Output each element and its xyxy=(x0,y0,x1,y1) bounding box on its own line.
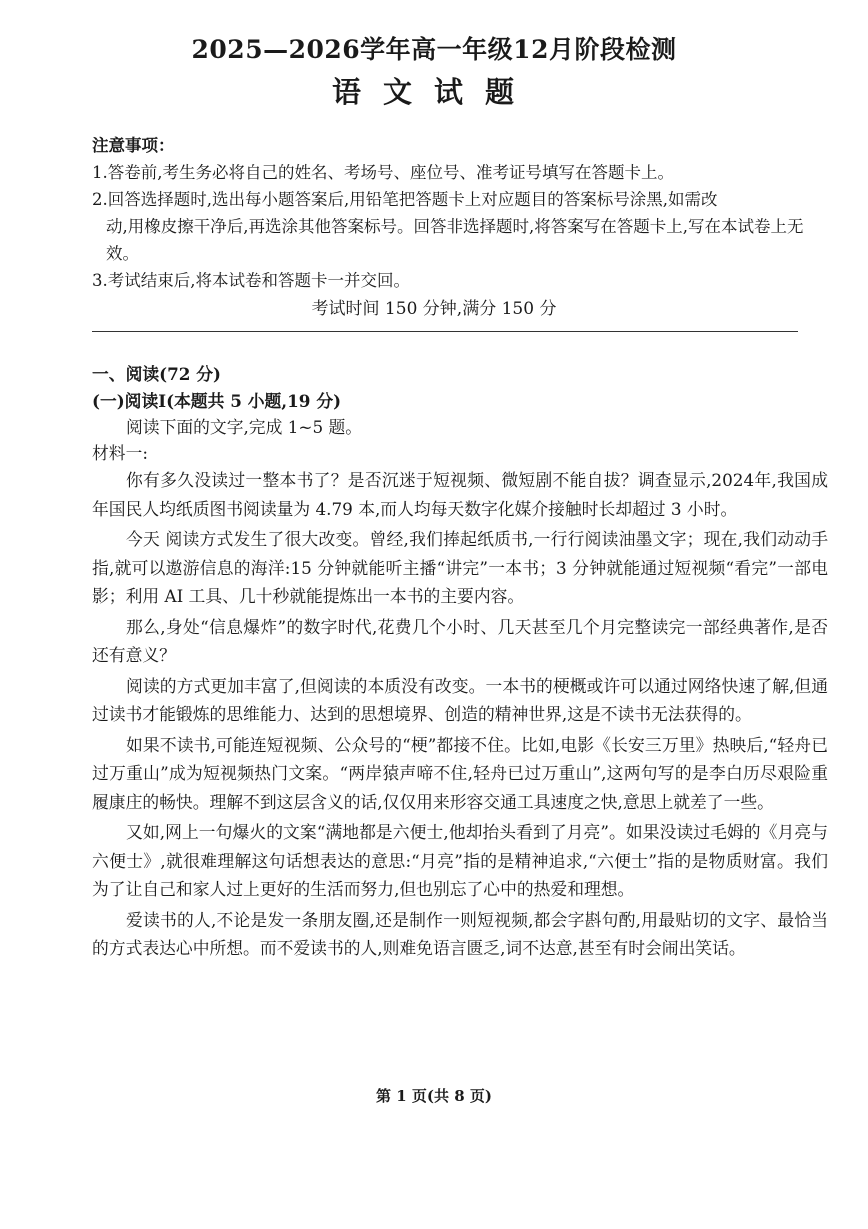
paragraph: 又如,网上一句爆火的文案“满地都是六便士,他却抬头看到了月亮”。如果没读过毛姆的《月亮与六便士》,就很难理解这句话想表达的意思:“月亮”指的是精神追求,“六便士”指的是物质财富。我们为了让自己和家人过上更好的生活而努力,但也别忘了心中的热爱和理想。 xyxy=(92,822,828,899)
paragraph: 如果不读书,可能连短视频、公众号的“梗”都接不住。比如,电影《长安三万里》热映后,“轻舟已过万重山”成为短视频热门文案。“两岸猿声啼不住,轻舟已过万重山”,这两句写的是李白历尽艰险重履康庄的畅快。理解不到这层含义的话,仅仅用来形容交通工具速度之快,意思上就差了一些。 xyxy=(92,734,828,812)
notice-item-1 xyxy=(92,159,812,186)
reading-section xyxy=(92,360,828,965)
notice-item-3 xyxy=(92,267,812,294)
notice-item-text: 2.回答选择题时,选出每小题答案后,用铅笔把答题卡上对应题目的答案标号涂黑,如需改 xyxy=(92,190,718,209)
notice-item-text: 3.考试结束后,将本试卷和答题卡一并交回。 xyxy=(92,271,410,290)
divider-line xyxy=(92,331,798,332)
subsection-title: (一)阅读Ⅰ(本题共 5 小题,19 分) xyxy=(92,391,342,411)
subject-title: 语文试题 xyxy=(331,75,536,109)
instruction-text: 阅读下面的文字,完成 1~5 题。 xyxy=(126,417,363,437)
notice-item-2 xyxy=(92,186,812,267)
notice-block xyxy=(92,132,812,294)
material-label: 材料一: xyxy=(92,443,148,463)
paragraph: 今天 阅读方式发生了很大改变。曾经,我们捧起纸质书,一行行阅读油墨文字；现在,我们动动手指,就可以遨游信息的海洋:15 分钟就能听主播“讲完”一本书；3 分钟就能通过短视频“看完”一部电影；利用 AI 工具、几十秒就能提炼出一本书的主要内容。 xyxy=(92,529,828,606)
page-number: 第 1 页(共 8 页) xyxy=(376,1087,492,1105)
notice-item-continuation: 动,用橡皮擦干净后,再选涂其他答案标号。回答非选择题时,将答案写在答题卡上,写在本试卷上无效。 xyxy=(106,217,804,263)
exam-time: 考试时间 150 分钟,满分 150 分 xyxy=(311,299,557,319)
exam-title: 2025—2026学年高一年级12月阶段检测 xyxy=(191,35,677,64)
paragraph: 你有多久没读过一整本书了？是否沉迷于短视频、微短剧不能自拔？调查显示,2024年,我国成年国民人均纸质图书阅读量为 4.79 本,而人均每天数字化媒介接触时长却超过 3 小时。 xyxy=(92,470,828,519)
paragraph: 阅读的方式更加丰富了,但阅读的本质没有改变。一本书的梗概或许可以通过网络快速了解,但通过读书才能锻炼的思维能力、达到的思想境界、创造的精神世界,这是不读书无法获得的。 xyxy=(92,675,828,724)
notice-item-text: 1.答卷前,考生务必将自己的姓名、考场号、座位号、准考证号填写在答题卡上。 xyxy=(92,163,674,182)
section-title: 一、阅读(72 分) xyxy=(92,364,221,384)
notice-title: 注意事项： xyxy=(92,136,175,155)
paragraph: 那么,身处“信息爆炸”的数字时代,花费几个小时、几天甚至几个月完整读完一部经典著作,是否还有意义？ xyxy=(92,616,828,665)
paragraph: 爱读书的人,不论是发一条朋友圈,还是制作一则短视频,都会字斟句酌,用最贴切的文字、最恰当的方式表达心中所想。而不爱读书的人,则难免语言匮乏,词不达意,甚至有时会闹出笑话。 xyxy=(92,909,828,958)
